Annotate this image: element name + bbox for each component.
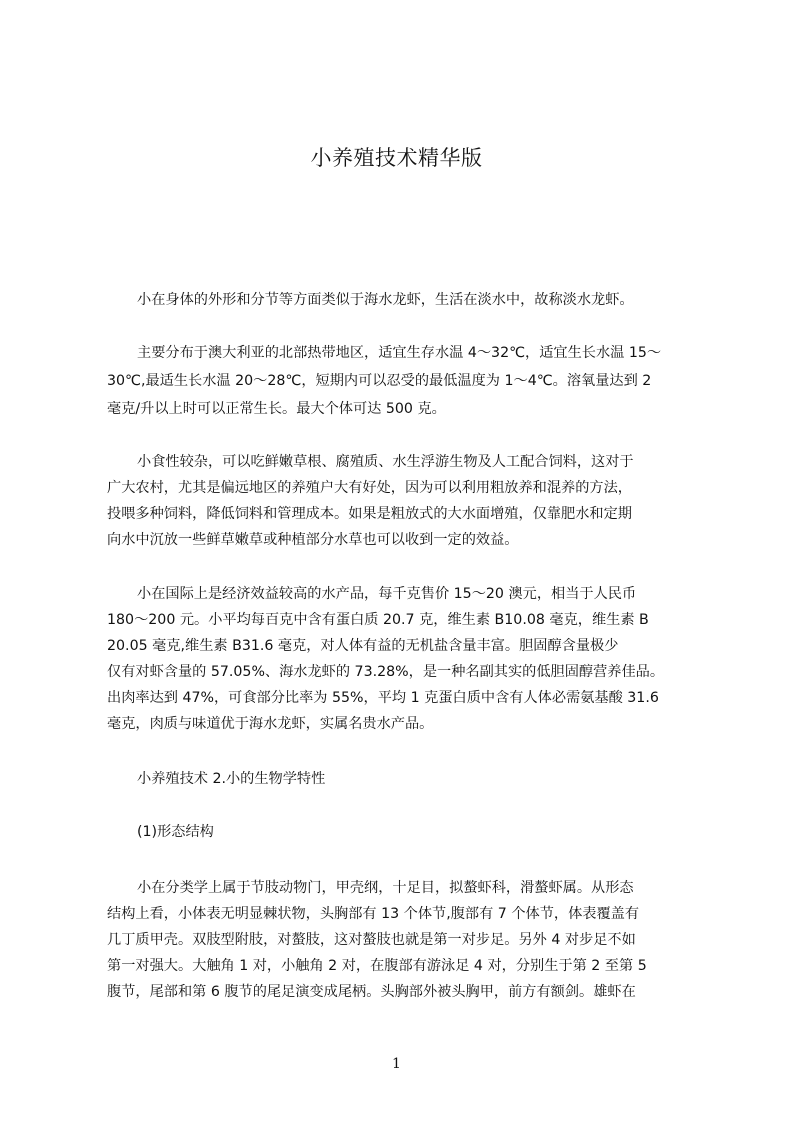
paragraph-4-line-1: 小在国际上是经济效益较高的水产品，每千克售价 15～20 澳元，相当于人民币 xyxy=(137,586,637,602)
paragraph-1-line-1: 小在身体的外形和分节等方面类似于海水龙虾，生活在淡水中，故称淡水龙虾。 xyxy=(137,292,634,308)
subsection-heading: (1)形态结构 xyxy=(137,824,214,840)
section-heading: 小养殖技术 2.小的生物学特性 xyxy=(137,771,326,787)
paragraph-7-line-5: 腹节，尾部和第 6 腹节的尾足演变成尾柄。头胸部外被头胸甲，前方有额剑。雄虾在 xyxy=(107,984,636,1000)
paragraph-2-line-1: 主要分布于澳大利亚的北部热带地区，适宜生存水温 4～32℃，适宜生长水温 15～ xyxy=(137,345,662,361)
paragraph-3-line-1: 小食性较杂，可以吃鲜嫩草根、腐殖质、水生浮游生物及人工配合饲料，这对于 xyxy=(137,454,634,470)
document-title: 小养殖技术精华版 xyxy=(310,146,483,170)
paragraph-2-line-2: 30℃,最适生长水温 20～28℃，短期内可以忍受的最低温度为 1～4℃。溶氧量达到 2 xyxy=(107,373,652,389)
paragraph-3-line-4: 向水中沉放一些鲜草嫩草或种植部分水草也可以收到一定的效益。 xyxy=(107,532,519,548)
paragraph-2-line-3: 毫克/升以上时可以正常生长。最大个体可达 500 克。 xyxy=(107,401,446,417)
paragraph-4-line-2: 180～200 元。小平均每百克中含有蛋白质 20.7 克，维生素 B10.08 毫克，维生素 B xyxy=(107,612,649,628)
paragraph-7-line-3: 几丁质甲壳。双肢型附肢，对螯肢，这对螯肢也就是第一对步足。另外 4 对步足不如 xyxy=(107,932,636,948)
paragraph-4-line-3: 20.05 毫克,维生素 B31.6 毫克，对人体有益的无机盐含量丰富。胆固醇含量极少 xyxy=(107,638,619,654)
paragraph-4-line-4: 仅有对虾含量的 57.05%、海水龙虾的 73.28%，是一种名副其实的低胆固醇营养佳品。 xyxy=(107,664,665,680)
paragraph-7-line-4: 第一对强大。大触角 1 对，小触角 2 对，在腹部有游泳足 4 对，分别生于第 2 至第 5 xyxy=(107,958,647,974)
paragraph-7-line-2: 结构上看，小体表无明显棘状物，头胸部有 13 个体节,腹部有 7 个体节，体表覆盖有 xyxy=(107,906,640,922)
paragraph-3-line-3: 投喂多种饲料，降低饲料和管理成本。如果是粗放式的大水面增殖，仅靠肥水和定期 xyxy=(107,506,632,522)
paragraph-7-line-1: 小在分类学上属于节肢动物门，甲壳纲，十足目，拟螯虾科，滑螯虾属。从形态 xyxy=(137,880,634,896)
paragraph-4-line-6: 毫克，肉质与味道优于海水龙虾，实属名贵水产品。 xyxy=(107,716,434,732)
paragraph-4-line-5: 出肉率达到 47%，可食部分比率为 55%，平均 1 克蛋白质中含有人体必需氨基酸 31.6 xyxy=(107,690,659,706)
page-number: 1 xyxy=(392,1056,401,1072)
paragraph-3-line-2: 广大农村，尤其是偏远地区的养殖户大有好处，因为可以利用粗放养和混养的方法， xyxy=(107,480,632,496)
